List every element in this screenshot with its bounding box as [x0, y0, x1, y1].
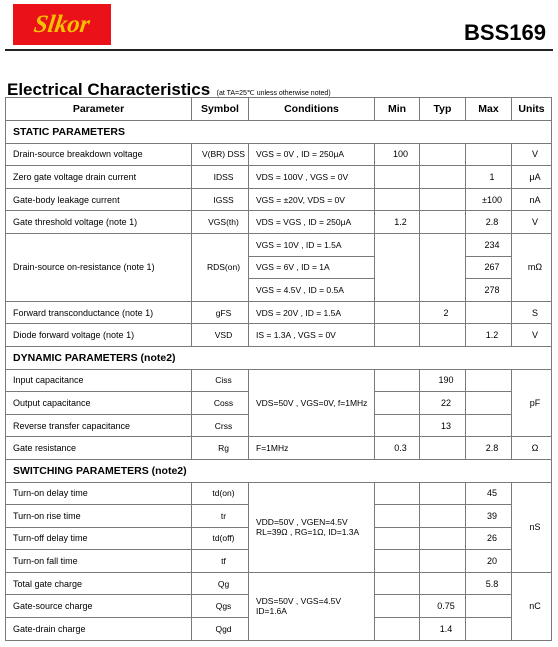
symbol-cell: RDS(on) — [192, 233, 249, 301]
max-cell: 5.8 — [466, 572, 512, 595]
max-cell: 45 — [466, 482, 512, 505]
section-row — [6, 459, 552, 482]
typ-cell — [420, 527, 466, 550]
param-cell: Turn-on rise time — [6, 505, 192, 528]
symbol-cell: td(off) — [192, 527, 249, 550]
min-cell — [375, 233, 420, 301]
symbol-cell: VSD — [192, 324, 249, 347]
unit-cell: nC — [512, 572, 552, 640]
conditions-cell — [249, 482, 375, 572]
symbol-cell: gFS — [192, 301, 249, 324]
table-row — [6, 437, 552, 460]
title-note: (at TA=25℃ unless otherwise noted) — [216, 90, 331, 97]
param-cell: Gate-body leakage current — [6, 188, 192, 211]
max-cell: 278 — [466, 279, 512, 302]
max-cell — [466, 414, 512, 437]
min-cell — [375, 550, 420, 573]
symbol-cell: tr — [192, 505, 249, 528]
typ-cell: 13 — [420, 414, 466, 437]
param-cell: Gate resistance — [6, 437, 192, 460]
typ-cell — [420, 233, 466, 301]
unit-cell: pF — [512, 369, 552, 437]
conditions-line: RL=39Ω , RG=1Ω, ID=1.3A — [256, 527, 360, 538]
conditions-cell: VGS = ±20V, VDS = 0V — [249, 188, 375, 211]
max-cell — [466, 595, 512, 618]
symbol-cell: Rg — [192, 437, 249, 460]
unit-cell: V — [512, 211, 552, 234]
min-cell: 1.2 — [375, 211, 420, 234]
symbol-cell: IGSS — [192, 188, 249, 211]
table-row — [6, 166, 552, 189]
typ-cell: 0.75 — [420, 595, 466, 618]
table-row — [6, 301, 552, 324]
param-cell: Forward transconductance (note 1) — [6, 301, 192, 324]
max-cell: 26 — [466, 527, 512, 550]
table-row — [6, 572, 552, 595]
header-units: Units — [512, 98, 552, 121]
conditions-cell: VGS = 10V , ID = 1.5A — [249, 233, 375, 256]
unit-cell: Ω — [512, 437, 552, 460]
max-cell — [466, 301, 512, 324]
unit-cell: S — [512, 301, 552, 324]
conditions-cell: VDS=50V , VGS=0V, f=1MHz — [249, 369, 375, 437]
param-cell: Drain-source on-resistance (note 1) — [6, 233, 192, 301]
max-cell: 1 — [466, 166, 512, 189]
max-cell — [466, 618, 512, 641]
brand-logo — [13, 4, 111, 45]
max-cell — [466, 369, 512, 392]
max-cell: 267 — [466, 256, 512, 279]
conditions-cell: VDS = 100V , VGS = 0V — [249, 166, 375, 189]
typ-cell — [420, 188, 466, 211]
typ-cell — [420, 550, 466, 573]
unit-cell: mΩ — [512, 233, 552, 301]
param-cell: Gate-drain charge — [6, 618, 192, 641]
table-row — [6, 211, 552, 234]
param-cell: Output capacitance — [6, 392, 192, 415]
conditions-cell: VDS = VGS , ID = 250μA — [249, 211, 375, 234]
min-cell: 100 — [375, 143, 420, 166]
param-cell: Gate-source charge — [6, 595, 192, 618]
typ-cell — [420, 143, 466, 166]
conditions-cell: VGS = 4.5V , ID = 0.5A — [249, 279, 375, 302]
header-max: Max — [466, 98, 512, 121]
header-conditions: Conditions — [249, 98, 375, 121]
symbol-cell: V(BR) DSS — [192, 143, 249, 166]
typ-cell — [420, 505, 466, 528]
param-cell: Drain-source breakdown voltage — [6, 143, 192, 166]
max-cell: 20 — [466, 550, 512, 573]
electrical-characteristics-table — [5, 97, 552, 641]
max-cell: 234 — [466, 233, 512, 256]
section-switching: SWITCHING PARAMETERS (note2) — [6, 459, 552, 482]
unit-cell: nA — [512, 188, 552, 211]
min-cell — [375, 618, 420, 641]
min-cell — [375, 595, 420, 618]
min-cell — [375, 482, 420, 505]
symbol-cell: Ciss — [192, 369, 249, 392]
typ-cell: 2 — [420, 301, 466, 324]
max-cell — [466, 143, 512, 166]
title-main: Electrical Characteristics — [7, 80, 211, 99]
min-cell — [375, 301, 420, 324]
table-row — [6, 188, 552, 211]
typ-cell: 22 — [420, 392, 466, 415]
typ-cell — [420, 324, 466, 347]
max-cell: 2.8 — [466, 437, 512, 460]
min-cell — [375, 527, 420, 550]
symbol-cell: Qgs — [192, 595, 249, 618]
min-cell — [375, 572, 420, 595]
max-cell: 1.2 — [466, 324, 512, 347]
conditions-cell: VGS = 6V , ID = 1A — [249, 256, 375, 279]
conditions-cell: IS = 1.3A , VGS = 0V — [249, 324, 375, 347]
conditions-line: VDS=50V , VGS=4.5V — [256, 596, 342, 607]
typ-cell — [420, 482, 466, 505]
param-cell: Total gate charge — [6, 572, 192, 595]
min-cell — [375, 324, 420, 347]
table-row — [6, 369, 552, 392]
typ-cell: 1.4 — [420, 618, 466, 641]
part-number: BSS169 — [464, 20, 546, 45]
symbol-cell: tf — [192, 550, 249, 573]
conditions-cell: VGS = 0V , ID = 250μA — [249, 143, 375, 166]
conditions-line: ID=1.6A — [256, 606, 287, 617]
header-min: Min — [375, 98, 420, 121]
max-cell — [466, 392, 512, 415]
symbol-cell: VGS(th) — [192, 211, 249, 234]
table-header-row — [6, 98, 552, 121]
typ-cell — [420, 211, 466, 234]
unit-cell: V — [512, 143, 552, 166]
max-cell: 2.8 — [466, 211, 512, 234]
unit-cell: V — [512, 324, 552, 347]
unit-cell: μA — [512, 166, 552, 189]
section-row — [6, 121, 552, 144]
param-cell: Turn-off delay time — [6, 527, 192, 550]
typ-cell: 190 — [420, 369, 466, 392]
max-cell: 39 — [466, 505, 512, 528]
min-cell — [375, 505, 420, 528]
header-typ: Typ — [420, 98, 466, 121]
section-dynamic: DYNAMIC PARAMETERS (note2) — [6, 346, 552, 369]
typ-cell — [420, 437, 466, 460]
section-row — [6, 346, 552, 369]
symbol-cell: Qg — [192, 572, 249, 595]
symbol-cell: Crss — [192, 414, 249, 437]
min-cell — [375, 392, 420, 415]
table-row — [6, 233, 552, 256]
logo-text: Slkor — [32, 10, 92, 38]
typ-cell — [420, 166, 466, 189]
typ-cell — [420, 572, 466, 595]
symbol-cell: td(on) — [192, 482, 249, 505]
symbol-cell: IDSS — [192, 166, 249, 189]
param-cell: Turn-on delay time — [6, 482, 192, 505]
min-cell — [375, 188, 420, 211]
table-row — [6, 482, 552, 505]
param-cell: Turn-on fall time — [6, 550, 192, 573]
conditions-cell: F=1MHz — [249, 437, 375, 460]
min-cell — [375, 369, 420, 392]
header-divider — [5, 49, 553, 51]
section-static: STATIC PARAMETERS — [6, 121, 552, 144]
table-row — [6, 324, 552, 347]
min-cell — [375, 166, 420, 189]
conditions-cell: VDS = 20V , ID = 1.5A — [249, 301, 375, 324]
min-cell — [375, 414, 420, 437]
table-row — [6, 143, 552, 166]
param-cell: Input capacitance — [6, 369, 192, 392]
symbol-cell: Qgd — [192, 618, 249, 641]
min-cell: 0.3 — [375, 437, 420, 460]
param-cell: Gate threshold voltage (note 1) — [6, 211, 192, 234]
max-cell: ±100 — [466, 188, 512, 211]
param-cell: Zero gate voltage drain current — [6, 166, 192, 189]
header-symbol: Symbol — [192, 98, 249, 121]
symbol-cell: Coss — [192, 392, 249, 415]
conditions-line: VDD=50V , VGEN=4.5V — [256, 517, 348, 528]
unit-cell: nS — [512, 482, 552, 572]
conditions-cell — [249, 572, 375, 640]
param-cell: Diode forward voltage (note 1) — [6, 324, 192, 347]
param-cell: Reverse transfer capacitance — [6, 414, 192, 437]
header-parameter: Parameter — [6, 98, 192, 121]
